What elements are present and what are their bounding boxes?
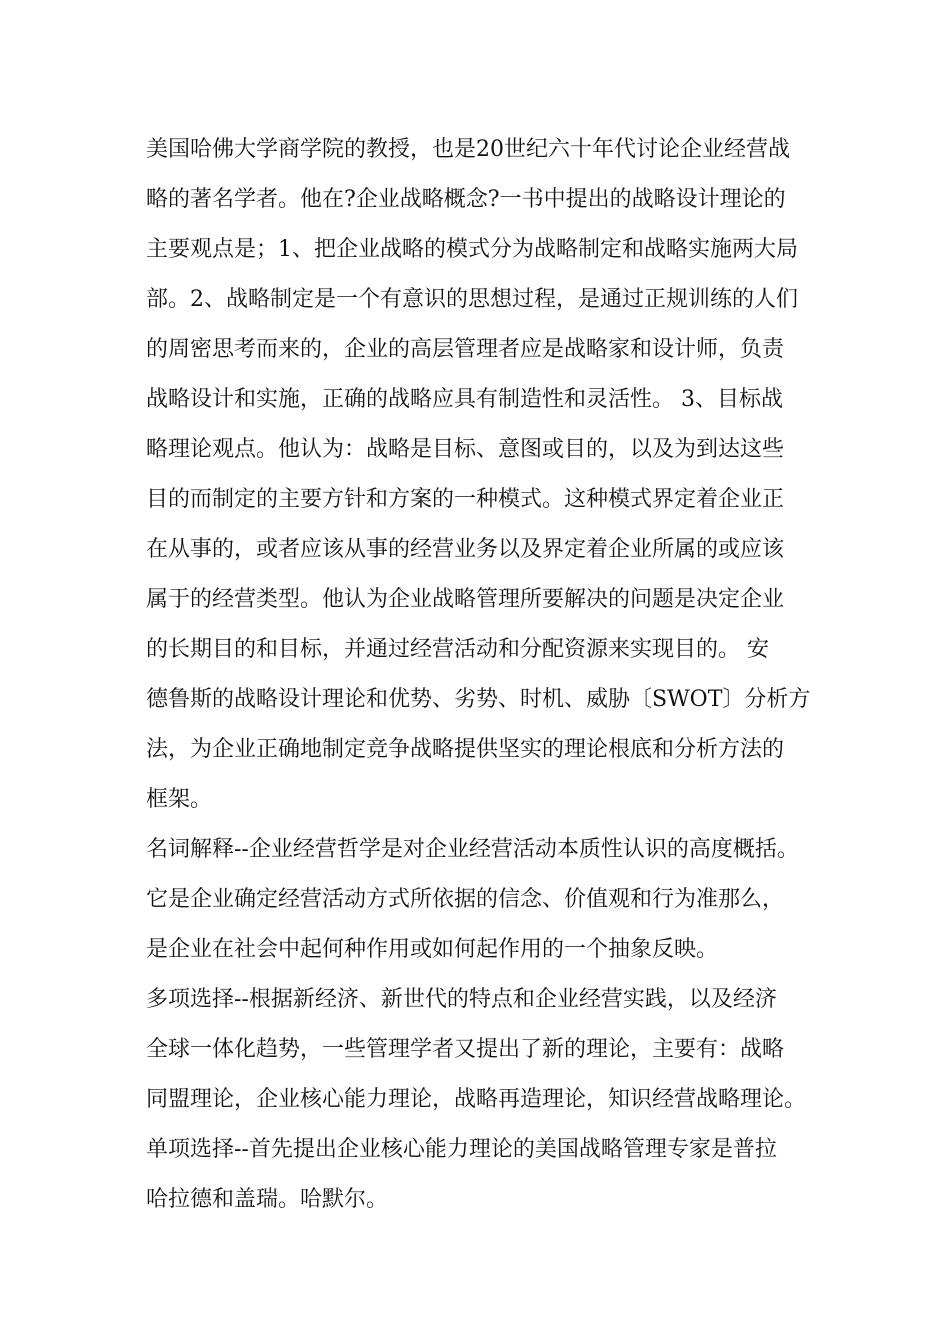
text-line: 法，为企业正确地制定竞争战略提供坚实的理论根底和分析方法的 [146, 737, 785, 762]
text-line: 属于的经营类型。他认为企业战略管理所要解决的问题是决定企业 [146, 587, 785, 612]
text-line: 的长期目的和目标，并通过经营活动和分配资源来实现目的。 安 [146, 637, 769, 662]
text-line: 略的著名学者。他在?企业战略概念?一书中提出的战略设计理论的 [146, 187, 786, 212]
text-line: 单项选择--首先提出企业核心能力理论的美国战略管理专家是普拉 [146, 1137, 777, 1162]
text-line: 德鲁斯的战略设计理论和优势、劣势、时机、威胁〔SWOT〕分析方 [146, 687, 811, 712]
text-line: 是企业在社会中起何种作用或如何起作用的一个抽象反映。 [146, 937, 719, 962]
text-line: 名词解释--企业经营哲学是对企业经营活动本质性认识的高度概括。 [146, 837, 799, 862]
text-line: 美国哈佛大学商学院的教授，也是20世纪六十年代讨论企业经营战 [146, 137, 790, 162]
text-line: 战略设计和实施，正确的战略应具有制造性和灵活性。 3、目标战 [146, 387, 783, 412]
text-line: 的周密思考而来的，企业的高层管理者应是战略家和设计师，负责 [146, 337, 785, 362]
text-line: 多项选择--根据新经济、新世代的特点和企业经营实践，以及经济 [146, 987, 777, 1012]
text-line: 目的而制定的主要方针和方案的一种模式。这种模式界定着企业正 [146, 487, 785, 512]
text-line: 全球一体化趋势，一些管理学者又提出了新的理论，主要有：战略 [146, 1037, 785, 1062]
text-line: 略理论观点。他认为：战略是目标、意图或目的，以及为到达这些 [146, 437, 785, 462]
text-line: 框架。 [146, 787, 213, 812]
text-line: 部。2、战略制定是一个有意识的思想过程，是通过正规训练的人们 [146, 287, 798, 312]
text-line: 同盟理论，企业核心能力理论，战略再造理论，知识经营战略理论。 [146, 1087, 807, 1112]
text-line: 它是企业确定经营活动方式所依据的信念、价值观和行为准那么， [146, 887, 785, 912]
text-line: 在从事的，或者应该从事的经营业务以及界定着企业所属的或应该 [146, 537, 785, 562]
text-line: 主要观点是；1、把企业战略的模式分为战略制定和战略实施两大局 [146, 237, 798, 262]
text-line: 哈拉德和盖瑞。哈默尔。 [146, 1187, 389, 1212]
